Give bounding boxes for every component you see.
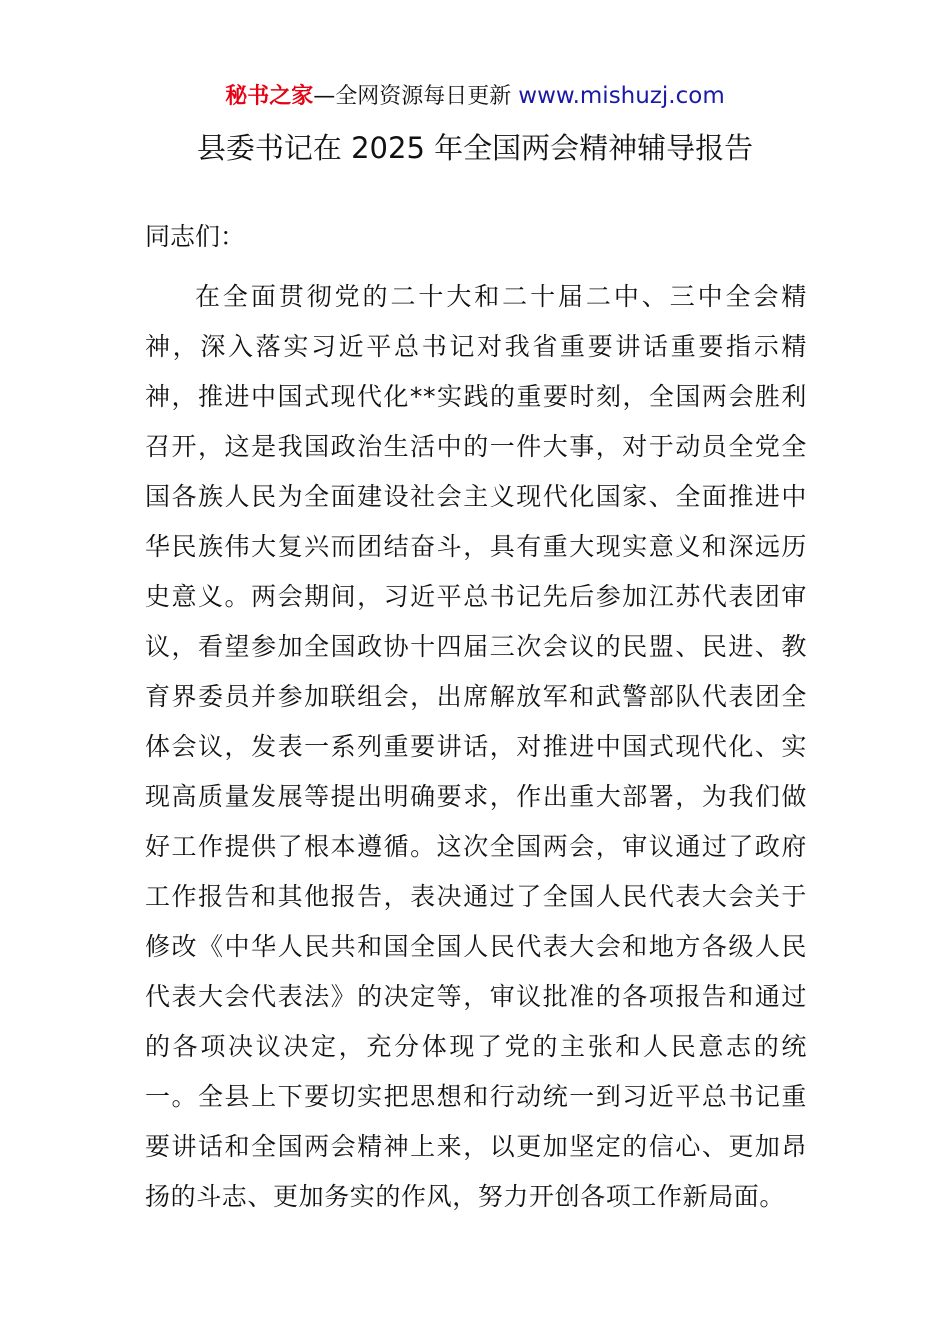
body-paragraph: 在全面贯彻党的二十大和二十届二中、三中全会精神，深入落实习近平总书记对我省重要讲话重要指示精神，推进中国式现代化**实践的重要时刻，全国两会胜利召开，这是我国政治生活中的一件大事，对于动员全党全国各族人民为全面建设社会主义现代化国家、全面推进中华民族伟大复兴而团结奋斗，具有重大现实意义和深远历史意义。两会期间，习近平总书记先后参加江苏代表团审议，看望参加全国政协十四届三次会议的民盟、民进、教育界委员并参加联组会，出席解放军和武警部队代表团全体会议，发表一系列重要讲话，对推进中国式现代化、实现高质量发展等提出明确要求，作出重大部署，为我们做好工作提供了根本遵循。这次全国两会，审议通过了政府工作报告和其他报告，表决通过了全国人民代表大会关于修改《中华人民共和国全国人民代表大会和地方各级人民代表大会代表法》的决定等，审议批准的各项报告和通过的各项决议决定，充分体现了党的主张和人民意志的统一。全县上下要切实把思想和行动统一到习近平总书记重要讲话和全国两会精神上来，以更加坚定的信心、更加昂扬的斗志、更加务实的作风，努力开创各项工作新局面。 xyxy=(145,282,807,1211)
site-header xyxy=(0,80,950,113)
site-url-link[interactable]: www.mishuzj.com xyxy=(518,83,725,109)
brand-name: 秘书之家 xyxy=(225,84,314,109)
salutation: 同志们： xyxy=(145,222,246,251)
header-tagline: —全网资源每日更新 xyxy=(313,84,519,109)
document-title: 县委书记在 2025 年全国两会精神辅导报告 xyxy=(196,131,754,165)
